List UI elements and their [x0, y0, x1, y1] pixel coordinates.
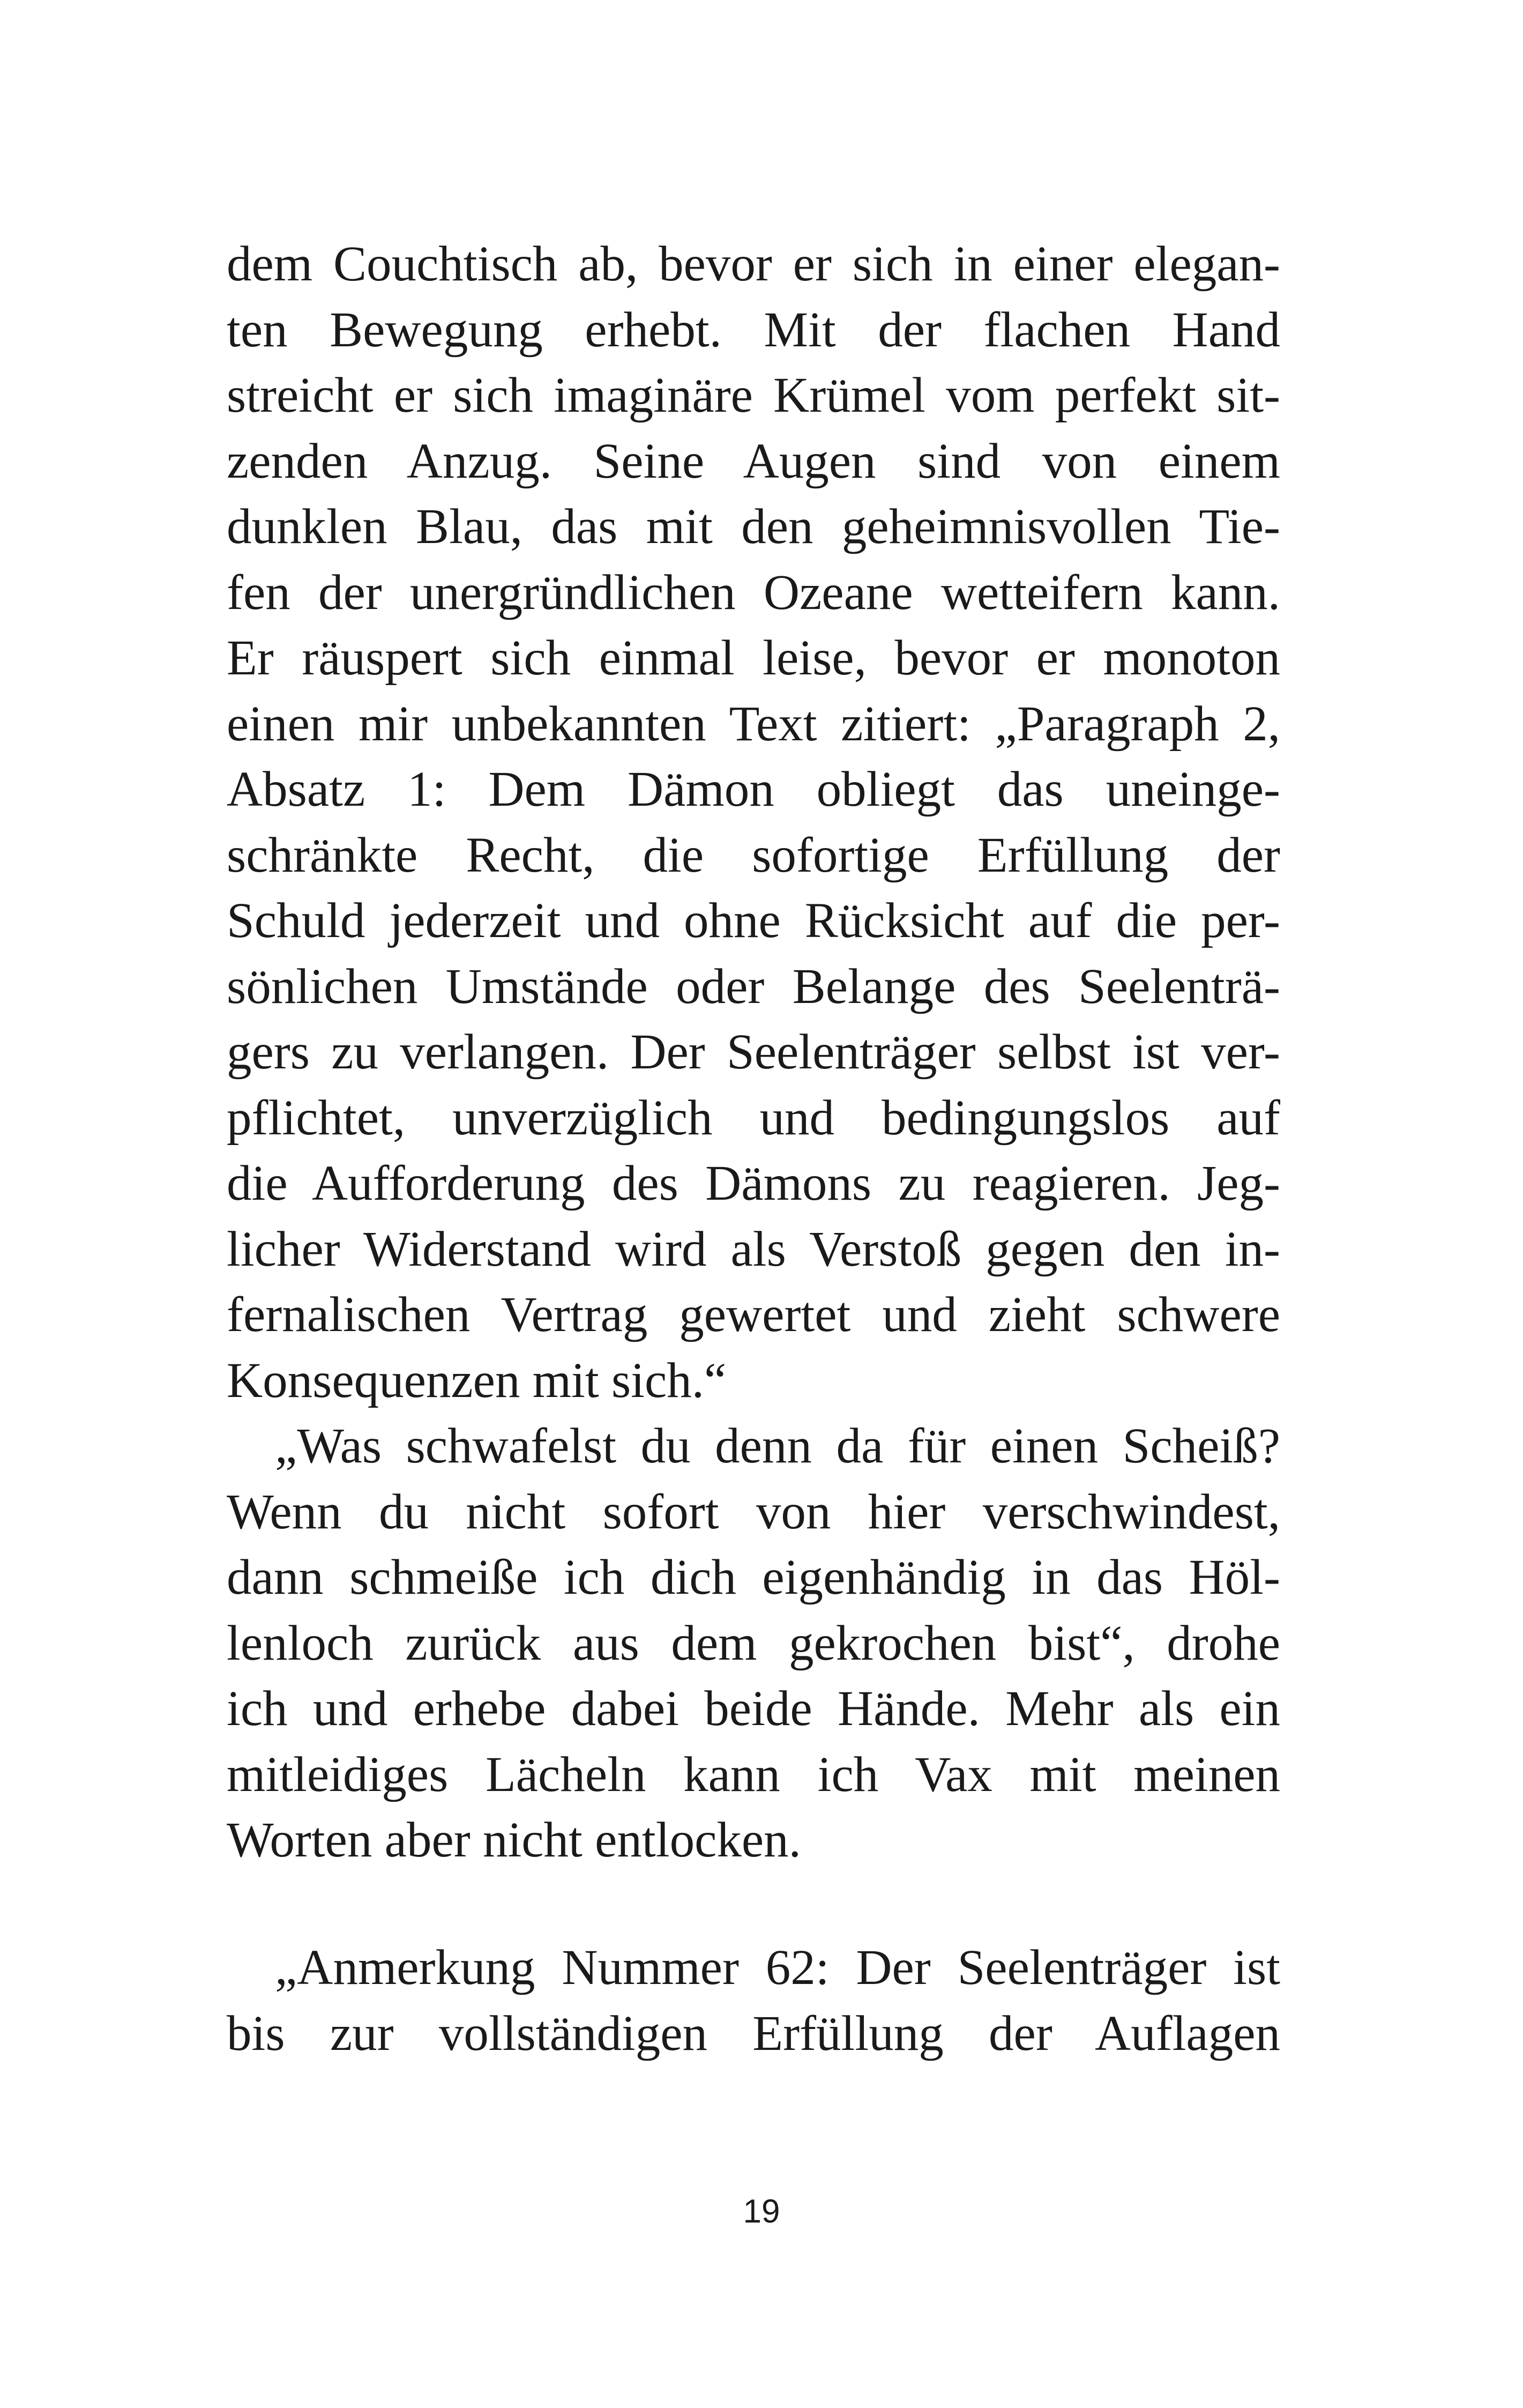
text-line: fen der unergründlichen Ozeane wetteifern kann.: [227, 564, 1280, 620]
text-line: dunklen Blau, das mit den geheimnisvollen Tie-: [227, 499, 1280, 554]
text-line: „Anmerkung Nummer 62: Der Seelenträger ist: [275, 1940, 1280, 1995]
text-line: zenden Anzug. Seine Augen sind von einem: [227, 433, 1280, 489]
text-line: streicht er sich imaginäre Krümel vom perfekt sit-: [227, 368, 1280, 423]
text-line: Wenn du nicht sofort von hier verschwindest,: [227, 1484, 1280, 1540]
body-text-top: [227, 232, 1280, 1874]
page-number: 19: [743, 2193, 780, 2230]
text-line: Konsequenzen mit sich.“: [227, 1352, 727, 1408]
text-line: Schuld jederzeit und ohne Rücksicht auf die per-: [227, 893, 1280, 948]
text-line: lenloch zurück aus dem gekrochen bist“, drohe: [227, 1615, 1280, 1671]
text-line: bis zur vollständigen Erfüllung der Auflagen: [227, 2005, 1280, 2061]
text-line: dann schmeiße ich dich eigenhändig in das Höl-: [227, 1550, 1280, 1605]
text-line: einen mir unbekannten Text zitiert: „Paragraph 2,: [227, 696, 1280, 752]
text-line: gers zu verlangen. Der Seelenträger selbst ist ver-: [227, 1024, 1280, 1080]
text-line: Absatz 1: Dem Dämon obliegt das uneinge-: [227, 762, 1280, 817]
text-line: dem Couchtisch ab, bevor er sich in einer elegan-: [227, 236, 1280, 292]
text-line: mitleidiges Lächeln kann ich Vax mit meinen: [227, 1746, 1280, 1802]
text-line: Worten aber nicht entlocken.: [227, 1812, 801, 1868]
text-line: pflichtet, unverzüglich und bedingungslos auf: [227, 1090, 1280, 1146]
text-line: ten Bewegung erhebt. Mit der flachen Hand: [227, 302, 1280, 358]
text-line: ich und erhebe dabei beide Hände. Mehr als ein: [227, 1681, 1280, 1736]
body-text-bottom: [227, 1935, 1280, 2067]
text-line: schränkte Recht, die sofortige Erfüllung der: [227, 827, 1280, 883]
text-line: sönlichen Umstände oder Belange des Seelenträ-: [227, 958, 1280, 1014]
text-line: die Aufforderung des Dämons zu reagieren. Jeg-: [227, 1156, 1280, 1211]
text-line: Er räuspert sich einmal leise, bevor er monoton: [227, 630, 1280, 686]
text-line: licher Widerstand wird als Verstoß gegen den in-: [227, 1221, 1280, 1277]
text-line: fernalischen Vertrag gewertet und zieht schwere: [227, 1287, 1280, 1342]
text-line: „Was schwafelst du denn da für einen Scheiß?: [275, 1418, 1280, 1474]
